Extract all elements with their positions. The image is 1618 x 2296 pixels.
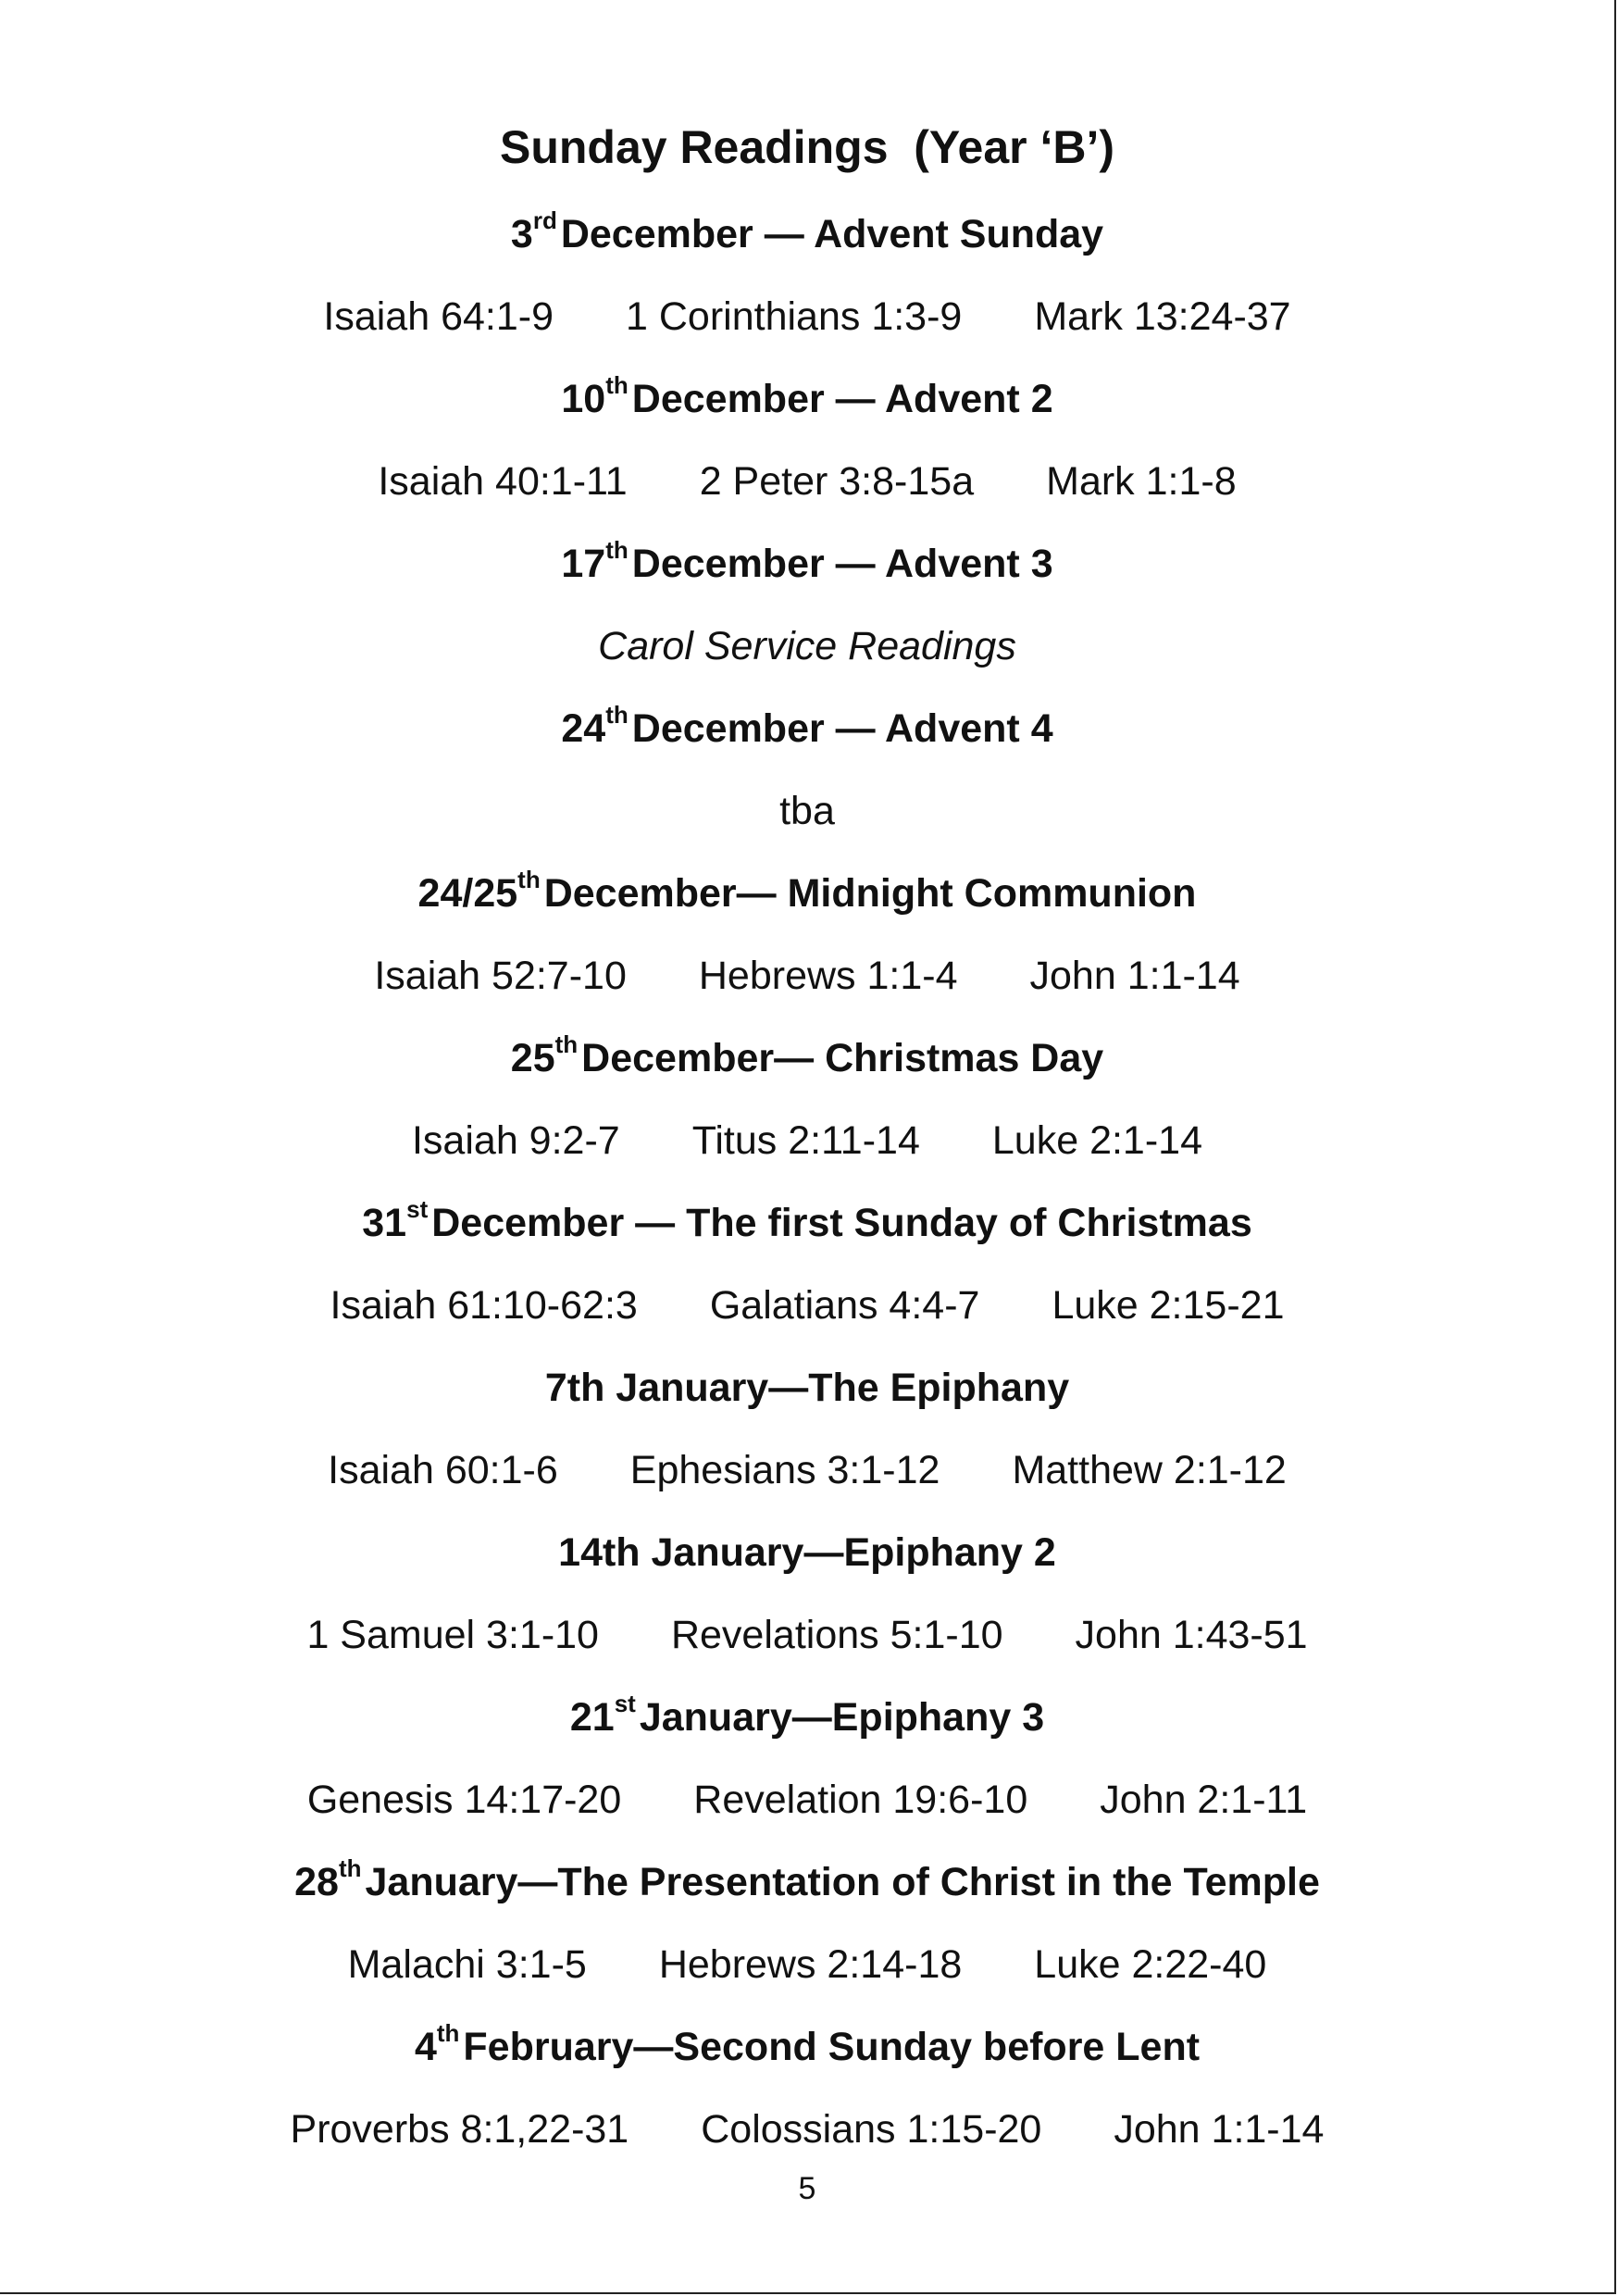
entry-date-number: 4 — [414, 2025, 437, 2069]
reading-reference: John 2:1-11 — [1100, 1778, 1308, 1822]
entry-date-number: 24/25 — [417, 871, 518, 916]
reading-entry — [0, 535, 1614, 700]
reading-reference: Isaiah 64:1-9 — [323, 294, 554, 339]
reading-entry — [0, 1029, 1614, 1194]
entry-readings — [0, 453, 1614, 535]
entry-date-suffix: th — [554, 1030, 579, 1058]
reading-reference: Isaiah 40:1-11 — [378, 459, 628, 504]
entry-readings — [0, 782, 1614, 865]
entry-heading — [0, 700, 1614, 782]
entry-date-suffix: th — [338, 1854, 362, 1882]
entry-occasion: December — Advent 4 — [631, 706, 1053, 751]
entry-readings — [0, 288, 1614, 370]
reading-reference: 2 Peter 3:8-15a — [699, 459, 975, 504]
entry-heading — [0, 1524, 1614, 1606]
entry-occasion: January—Epiphany 3 — [639, 1695, 1045, 1740]
entry-heading — [0, 1194, 1614, 1277]
entry-date-number: 14th January—Epiphany 2 — [558, 1530, 1056, 1575]
reading-entry — [0, 206, 1614, 370]
entry-heading — [0, 1359, 1614, 1441]
entry-occasion: January—The Presentation of Christ in the Temple — [365, 1860, 1320, 1904]
entry-heading — [0, 865, 1614, 947]
entry-date-number: 28 — [294, 1860, 339, 1904]
reading-reference: Hebrews 2:14-18 — [658, 1942, 963, 1987]
reading-reference: Colossians 1:15-20 — [701, 2107, 1042, 2152]
reading-reference: Revelation 19:6-10 — [693, 1778, 1028, 1822]
entry-readings — [0, 1771, 1614, 1853]
readings-list — [0, 206, 1614, 2183]
entry-heading — [0, 370, 1614, 453]
reading-reference: Isaiah 52:7-10 — [374, 954, 627, 998]
reading-reference: Isaiah 61:10-62:3 — [330, 1283, 638, 1328]
reading-entry — [0, 700, 1614, 865]
page-title: Sunday Readings (Year ‘B’) — [499, 121, 1115, 173]
entry-date-number: 10 — [561, 377, 606, 421]
entry-date-number: 31 — [362, 1201, 407, 1245]
entry-heading — [0, 1029, 1614, 1112]
reading-reference: Isaiah 60:1-6 — [328, 1448, 558, 1492]
reading-reference: 1 Corinthians 1:3-9 — [626, 294, 963, 339]
reading-entry — [0, 865, 1614, 1029]
entry-date-number: 7th January—The Epiphany — [544, 1366, 1070, 1410]
reading-reference: Isaiah 9:2-7 — [411, 1118, 620, 1163]
reading-reference: Revelations 5:1-10 — [670, 1613, 1003, 1657]
reading-reference: Luke 2:1-14 — [991, 1118, 1202, 1163]
entry-occasion: February—Second Sunday before Lent — [463, 2025, 1201, 2069]
reading-entry — [0, 370, 1614, 535]
entry-heading — [0, 206, 1614, 288]
entry-readings — [0, 1606, 1614, 1689]
entry-date-number: 3 — [510, 212, 533, 256]
page-number: 5 — [798, 2171, 816, 2206]
reading-reference: Ephesians 3:1-12 — [629, 1448, 940, 1492]
entry-date-suffix: th — [605, 536, 629, 564]
reading-reference: Luke 2:22-40 — [1034, 1942, 1267, 1987]
reading-reference: Galatians 4:4-7 — [709, 1283, 980, 1328]
reading-reference: Luke 2:15-21 — [1052, 1283, 1285, 1328]
entry-occasion: December — Advent Sunday — [560, 212, 1104, 256]
entry-heading — [0, 1853, 1614, 1936]
entry-date-number: 21 — [569, 1695, 615, 1740]
reading-entry — [0, 1194, 1614, 1359]
reading-reference: Hebrews 1:1-4 — [698, 954, 958, 998]
entry-date-suffix: th — [605, 701, 629, 729]
entry-date-suffix: th — [605, 371, 629, 399]
reading-reference: John 1:43-51 — [1075, 1613, 1308, 1657]
reading-entry — [0, 2018, 1614, 2183]
reading-reference: Carol Service Readings — [598, 624, 1016, 668]
reading-reference: John 1:1-14 — [1029, 954, 1240, 998]
entry-readings — [0, 1441, 1614, 1524]
entry-readings — [0, 1277, 1614, 1359]
entry-readings — [0, 618, 1614, 700]
reading-reference: tba — [779, 789, 835, 833]
entry-date-suffix: st — [614, 1690, 636, 1717]
reading-entry — [0, 1524, 1614, 1689]
reading-reference: Mark 13:24-37 — [1034, 294, 1291, 339]
reading-reference: 1 Samuel 3:1-10 — [306, 1613, 599, 1657]
entry-readings — [0, 1936, 1614, 2018]
entry-heading — [0, 1689, 1614, 1771]
entry-occasion: December — Advent 2 — [631, 377, 1053, 421]
entry-occasion: December — The first Sunday of Christmas — [431, 1201, 1252, 1245]
entry-date-number: 17 — [561, 542, 606, 586]
entry-occasion: December— Christmas Day — [581, 1036, 1104, 1080]
entry-date-number: 25 — [510, 1036, 555, 1080]
entry-date-suffix: th — [517, 866, 541, 893]
reading-reference: John 1:1-14 — [1114, 2107, 1325, 2152]
entry-date-suffix: th — [436, 2019, 460, 2047]
entry-readings — [0, 947, 1614, 1029]
reading-reference: Mark 1:1-8 — [1046, 459, 1237, 504]
entry-date-suffix: st — [406, 1195, 429, 1223]
entry-heading — [0, 2018, 1614, 2101]
reading-entry — [0, 1359, 1614, 1524]
reading-reference: Malachi 3:1-5 — [347, 1942, 587, 1987]
reading-entry — [0, 1689, 1614, 1853]
reading-reference: Titus 2:11-14 — [691, 1118, 920, 1163]
entry-occasion: December— Midnight Communion — [543, 871, 1197, 916]
entry-occasion: December — Advent 3 — [631, 542, 1053, 586]
entry-readings — [0, 1112, 1614, 1194]
entry-date-suffix: rd — [532, 206, 557, 234]
reading-reference: Proverbs 8:1,22-31 — [290, 2107, 629, 2152]
reading-reference: Matthew 2:1-12 — [1012, 1448, 1287, 1492]
reading-reference: Genesis 14:17-20 — [306, 1778, 622, 1822]
reading-entry — [0, 1853, 1614, 2018]
entry-date-number: 24 — [561, 706, 606, 751]
entry-heading — [0, 535, 1614, 618]
